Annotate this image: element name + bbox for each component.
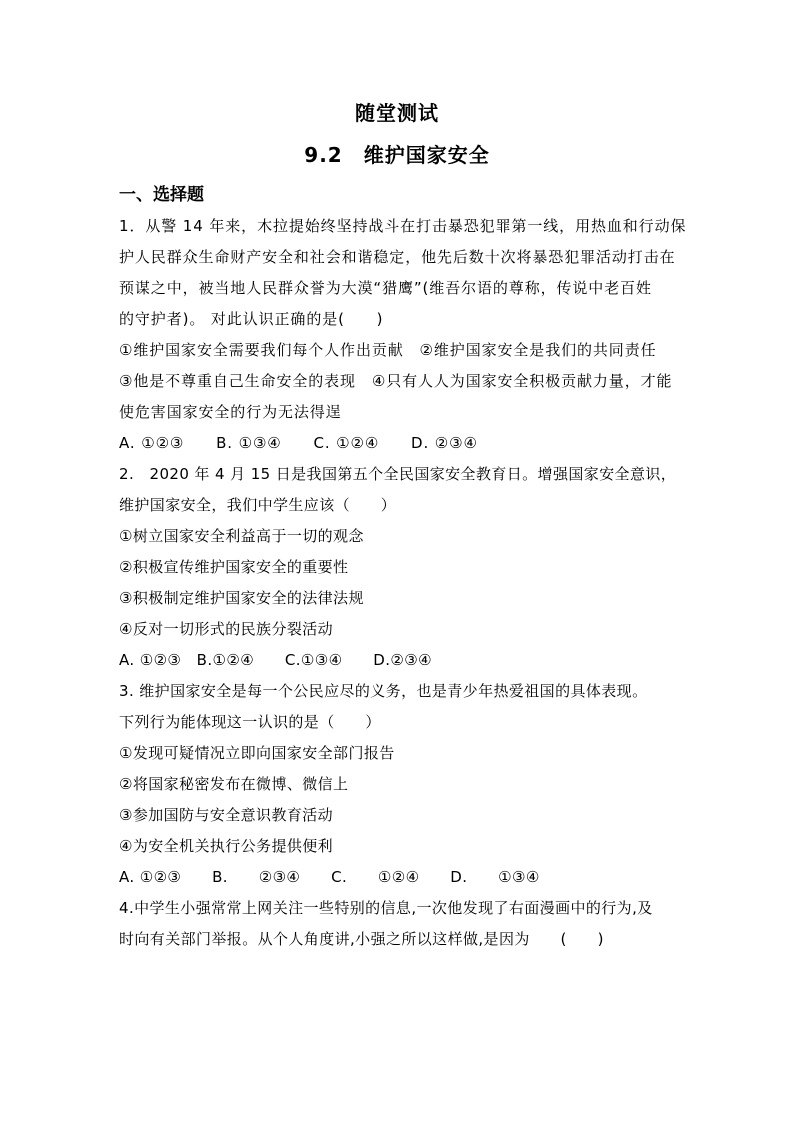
- question-3-line: ③参加国防与安全意识教育活动: [119, 806, 334, 824]
- question-2-line: ④反对一切形式的民族分裂活动: [119, 620, 334, 638]
- question-4: [119, 893, 679, 955]
- question-2-options: A. ①②③ B.①②④ C.①③④ D.②③④: [119, 651, 432, 669]
- page-subtitle: 9.2 维护国家安全: [304, 143, 490, 167]
- question-3-line: ②将国家秘密发布在微博、微信上: [119, 775, 349, 793]
- question-1-line: 预谋之中，被当地人民群众誉为大漠“猎鹰”(维吾尔语的尊称，传说中老百姓: [119, 279, 652, 297]
- question-1-line: ①维护国家安全需要我们每个人作出贡献 ②维护国家安全是我们的共同责任: [119, 341, 657, 359]
- question-2-line: 2. 2020 年 4 月 15 日是我国第五个全民国家安全教育日。增强国家安全意识，: [119, 465, 677, 483]
- question-4-line: 时向有关部门举报。从个人角度讲,小强之所以这样做,是因为 ( ): [119, 930, 604, 948]
- question-3-line: 3. 维护国家安全是每一个公民应尽的义务，也是青少年热爱祖国的具体表现。: [119, 682, 648, 700]
- question-3: [119, 676, 679, 893]
- question-1-line: 1．从警 14 年来，木拉提始终坚持战斗在打击暴恐犯罪第一线，用热血和行动保: [119, 217, 687, 235]
- section-heading: 一、选择题: [119, 185, 204, 205]
- question-2-line: ①树立国家安全利益高于一切的观念: [119, 527, 364, 545]
- question-1-line: 护人民群众生命财产安全和社会和谐稳定，他先后数十次将暴恐犯罪活动打击在: [119, 248, 676, 266]
- question-3-line: ④为安全机关执行公务提供便利: [119, 837, 334, 855]
- question-4-line: 4.中学生小强常常上网关注一些特别的信息,一次他发现了右面漫画中的行为,及: [119, 899, 653, 917]
- question-2-line: ②积极宣传维护国家安全的重要性: [119, 558, 349, 576]
- question-2: [119, 459, 679, 676]
- question-1: [119, 211, 687, 459]
- question-1-line: 使危害国家安全的行为无法得逞: [119, 403, 342, 421]
- question-1-options: A. ①②③ B. ①③④ C. ①②④ D. ②③④: [119, 434, 478, 452]
- question-3-line: 下列行为能体现这一认识的是（ ）: [119, 713, 381, 731]
- question-2-line: 维护国家安全，我们中学生应该（ ）: [119, 496, 397, 514]
- question-list: [119, 211, 687, 955]
- page-title: 随堂测试: [355, 101, 439, 125]
- question-2-line: ③积极制定维护国家安全的法律法规: [119, 589, 364, 607]
- question-3-options: A. ①②③ B. ②③④ C. ①②④ D. ①③④: [119, 868, 540, 886]
- question-3-line: ①发现可疑情况立即向国家安全部门报告: [119, 744, 395, 762]
- question-1-line: ③他是不尊重自己生命安全的表现 ④只有人人为国家安全积极贡献力量，才能: [119, 372, 673, 390]
- question-1-line: 的守护者)。 对此认识正确的是( ): [119, 310, 384, 328]
